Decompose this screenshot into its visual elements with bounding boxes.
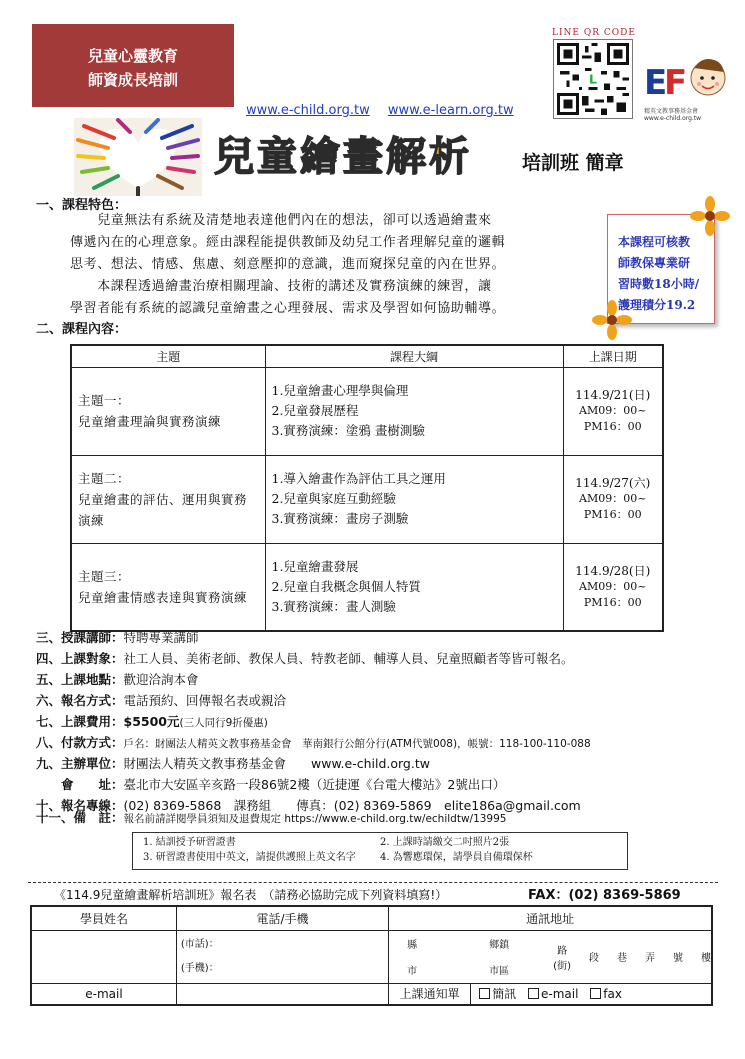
feature-line: 學習者能有系統的認識兒童繪畫之心理發展、需求及學習如何協助輔導。	[70, 301, 506, 316]
form-fax: FAX：(02) 8369-5869	[528, 888, 681, 903]
fax-checkbox[interactable]	[590, 988, 601, 999]
line-qr-code	[553, 39, 633, 119]
note-line: 本課程可核教	[618, 235, 691, 249]
addr-number-label: 號	[673, 953, 683, 964]
class-end-time: PM16：00	[583, 595, 642, 609]
main-title: 兒童繪畫解析	[214, 134, 472, 180]
col-topic-header: 主題	[71, 345, 265, 367]
class-start-time: AM09：00~	[579, 492, 647, 505]
info-fee: 七、上課費用：$5500元(三人同行9折優惠)	[36, 714, 268, 729]
class-end-time: PM16：00	[583, 508, 642, 521]
feature-line: 兒童無法有系統及清楚地表達他們內在的想法，卻可以透過繪畫來	[70, 213, 492, 228]
address-field[interactable]	[389, 930, 712, 983]
course-features-text	[70, 210, 590, 320]
info-address: 會 址：臺北市大安區辛亥路一段86號2樓（近捷運《台電大樓站》2號出口）	[36, 777, 506, 792]
course-table	[70, 344, 664, 632]
topic-title: 兒童繪畫的評估、運用與實務演練	[78, 491, 248, 528]
topic-title: 兒童繪畫情感表達與實務演練	[78, 589, 248, 605]
topic-number: 主題二：	[78, 470, 131, 486]
class-end-time: PM16：00	[583, 420, 642, 433]
flower-icon	[592, 300, 632, 340]
email-checkbox[interactable]	[528, 988, 539, 999]
table-row	[71, 455, 663, 543]
table-row	[71, 543, 663, 631]
topic-title: 兒童繪畫理論與實務演練	[78, 414, 222, 429]
outline-item: 2.兒童自我概念與個人特質	[271, 578, 421, 594]
col-name-header: 學員姓名	[31, 906, 176, 930]
qr-label: LINE QR CODE	[552, 28, 636, 38]
outline-item: 2.兒童發展歷程	[271, 403, 359, 418]
flower-icon	[690, 196, 730, 236]
info-payment: 八、付款方式：戶名：財團法人精英文教事務基金會 華南銀行公館分行(ATM代號008)，帳號：118-100-110-088	[36, 735, 591, 750]
outline-item: 3.實務演練：畫人測驗	[271, 598, 396, 614]
outline-item: 3.實務演練：畫房子測驗	[271, 511, 409, 526]
class-date: 114.9/27(六)	[575, 476, 651, 490]
info-location: 五、上課地點：歡迎洽詢本會	[36, 672, 199, 687]
phone-field[interactable]	[176, 930, 388, 983]
note-line: 習時數18小時/	[618, 277, 700, 291]
outline-item: 1.導入繪畫作為評估工具之運用	[271, 471, 446, 486]
class-date: 114.9/28(日)	[575, 563, 651, 578]
notice-item: 1. 結訓授予研習證書	[143, 837, 236, 848]
landline-label: (市話)：	[180, 938, 219, 950]
fax-option-label: fax	[603, 987, 622, 1002]
info-audience: 四、上課對象：社工人員、美術老師、教保人員、特教老師、輔導人員、兒童照顧者等皆可報名。	[36, 651, 574, 666]
email-field[interactable]	[176, 983, 388, 1005]
info-organizer: 九、主辦單位：財團法人精英文教事務基金會 www.e-child.org.tw	[36, 756, 430, 771]
section-features-heading: 一、課程特色：	[36, 198, 128, 213]
notify-options	[471, 983, 712, 1005]
sms-checkbox[interactable]	[479, 988, 490, 999]
addr-alley-label: 弄	[645, 953, 655, 964]
form-title: 《114.9兒童繪畫解析培訓班》報名表 （請務必協助完成下列資料填寫!）	[54, 888, 448, 902]
info-instructor: 三、授課講師：特聘專業講師	[36, 630, 199, 645]
outline-item: 3.實務演練：塗鴉 畫樹測驗	[271, 423, 425, 438]
col-outline-header: 課程大綱	[265, 345, 563, 367]
table-row	[71, 367, 663, 455]
svg-text:F: F	[664, 63, 688, 103]
feature-line: 本課程透過繪畫治療相關理論、技術的講述及實務演練的練習，讓	[70, 279, 492, 294]
col-date-header: 上課日期	[563, 345, 663, 367]
info-remarks: 十一、備 註：報名前請詳閱學員須知及退費規定 https://www.e-child.org.tw/echildtw/13995	[36, 810, 507, 825]
cut-line-divider	[28, 882, 718, 883]
outline-item: 1.兒童繪畫心理學與倫理	[271, 383, 409, 398]
website-links	[246, 103, 528, 118]
notice-item: 2. 上課時請繳交二吋照片2張	[380, 837, 510, 848]
notice-item: 4. 為響應環保，請學員自備環保杯	[380, 852, 533, 863]
outline-item: 1.兒童繪畫發展	[271, 558, 359, 574]
topic-number: 主題三：	[78, 568, 131, 584]
note-line: 護理積分19.2	[618, 298, 696, 312]
section-content-heading: 二、課程內容：	[36, 322, 128, 337]
addr-section-label: 段	[589, 953, 599, 964]
url-e-child[interactable]: www.e-child.org.tw	[246, 103, 370, 118]
col-address-header: 通訊地址	[389, 906, 712, 930]
url-e-learn[interactable]: www.e-learn.org.tw	[387, 103, 514, 118]
org-banner	[32, 24, 234, 107]
col-phone-header: 電話/手機	[176, 906, 388, 930]
addr-district-label: 市區	[489, 966, 510, 977]
addr-town-label: 鄉鎮	[489, 940, 510, 951]
topic-number: 主題一：	[78, 393, 131, 408]
colored-pencils-heart-image	[74, 118, 202, 196]
info-contact: 十、報名專線：(02) 8369-5868 課務組 傳真：(02) 8369-5869 elite186a@gmail.com	[36, 798, 581, 813]
addr-city-label: 市	[407, 966, 418, 977]
org-line-2: 師資成長培訓	[87, 71, 178, 89]
addr-road-label: 路(街)	[553, 945, 571, 972]
class-date: 114.9/21(日)	[575, 388, 651, 402]
svg-text:E: E	[644, 63, 668, 103]
notice-box	[132, 832, 628, 870]
name-field[interactable]	[31, 930, 176, 983]
class-start-time: AM09：00~	[579, 404, 647, 417]
feature-line: 思考、想法、情感、焦慮、刻意壓抑的意識，進而窺探兒童的內在世界。	[70, 257, 506, 272]
email-option-label: e-mail	[541, 987, 579, 1002]
ef-caption: 精英文教事務基金會 www.e-child.org.tw	[644, 108, 702, 122]
org-line-1: 兒童心靈教育	[87, 47, 178, 65]
outline-item: 2.兒童與家庭互動經驗	[271, 491, 396, 506]
sub-title: 培訓班 簡章	[522, 152, 624, 174]
qr-code-icon	[554, 40, 632, 118]
class-start-time: AM09：00~	[579, 579, 647, 593]
svg-text:L: L	[589, 71, 597, 87]
addr-floor-label: 樓	[701, 953, 711, 964]
addr-lane-label: 巷	[617, 953, 627, 964]
note-line: 師教保專業研	[618, 256, 691, 270]
addr-county-label: 縣	[407, 940, 418, 951]
mobile-label: (手機)：	[180, 962, 219, 974]
notice-item: 3. 研習證書使用中英文，請提供護照上英文名字	[143, 852, 356, 863]
feature-line: 傳遞內在的心理意象。經由課程能提供教師及幼兒工作者理解兒童的邏輯	[70, 235, 506, 250]
sms-option-label: 簡訊	[492, 987, 517, 1002]
notify-label: 上課通知單	[389, 983, 471, 1005]
info-registration: 六、報名方式：電話預約、回傳報名表或親洽	[36, 693, 287, 708]
registration-form	[30, 905, 713, 1006]
email-label: e-mail	[31, 983, 176, 1005]
